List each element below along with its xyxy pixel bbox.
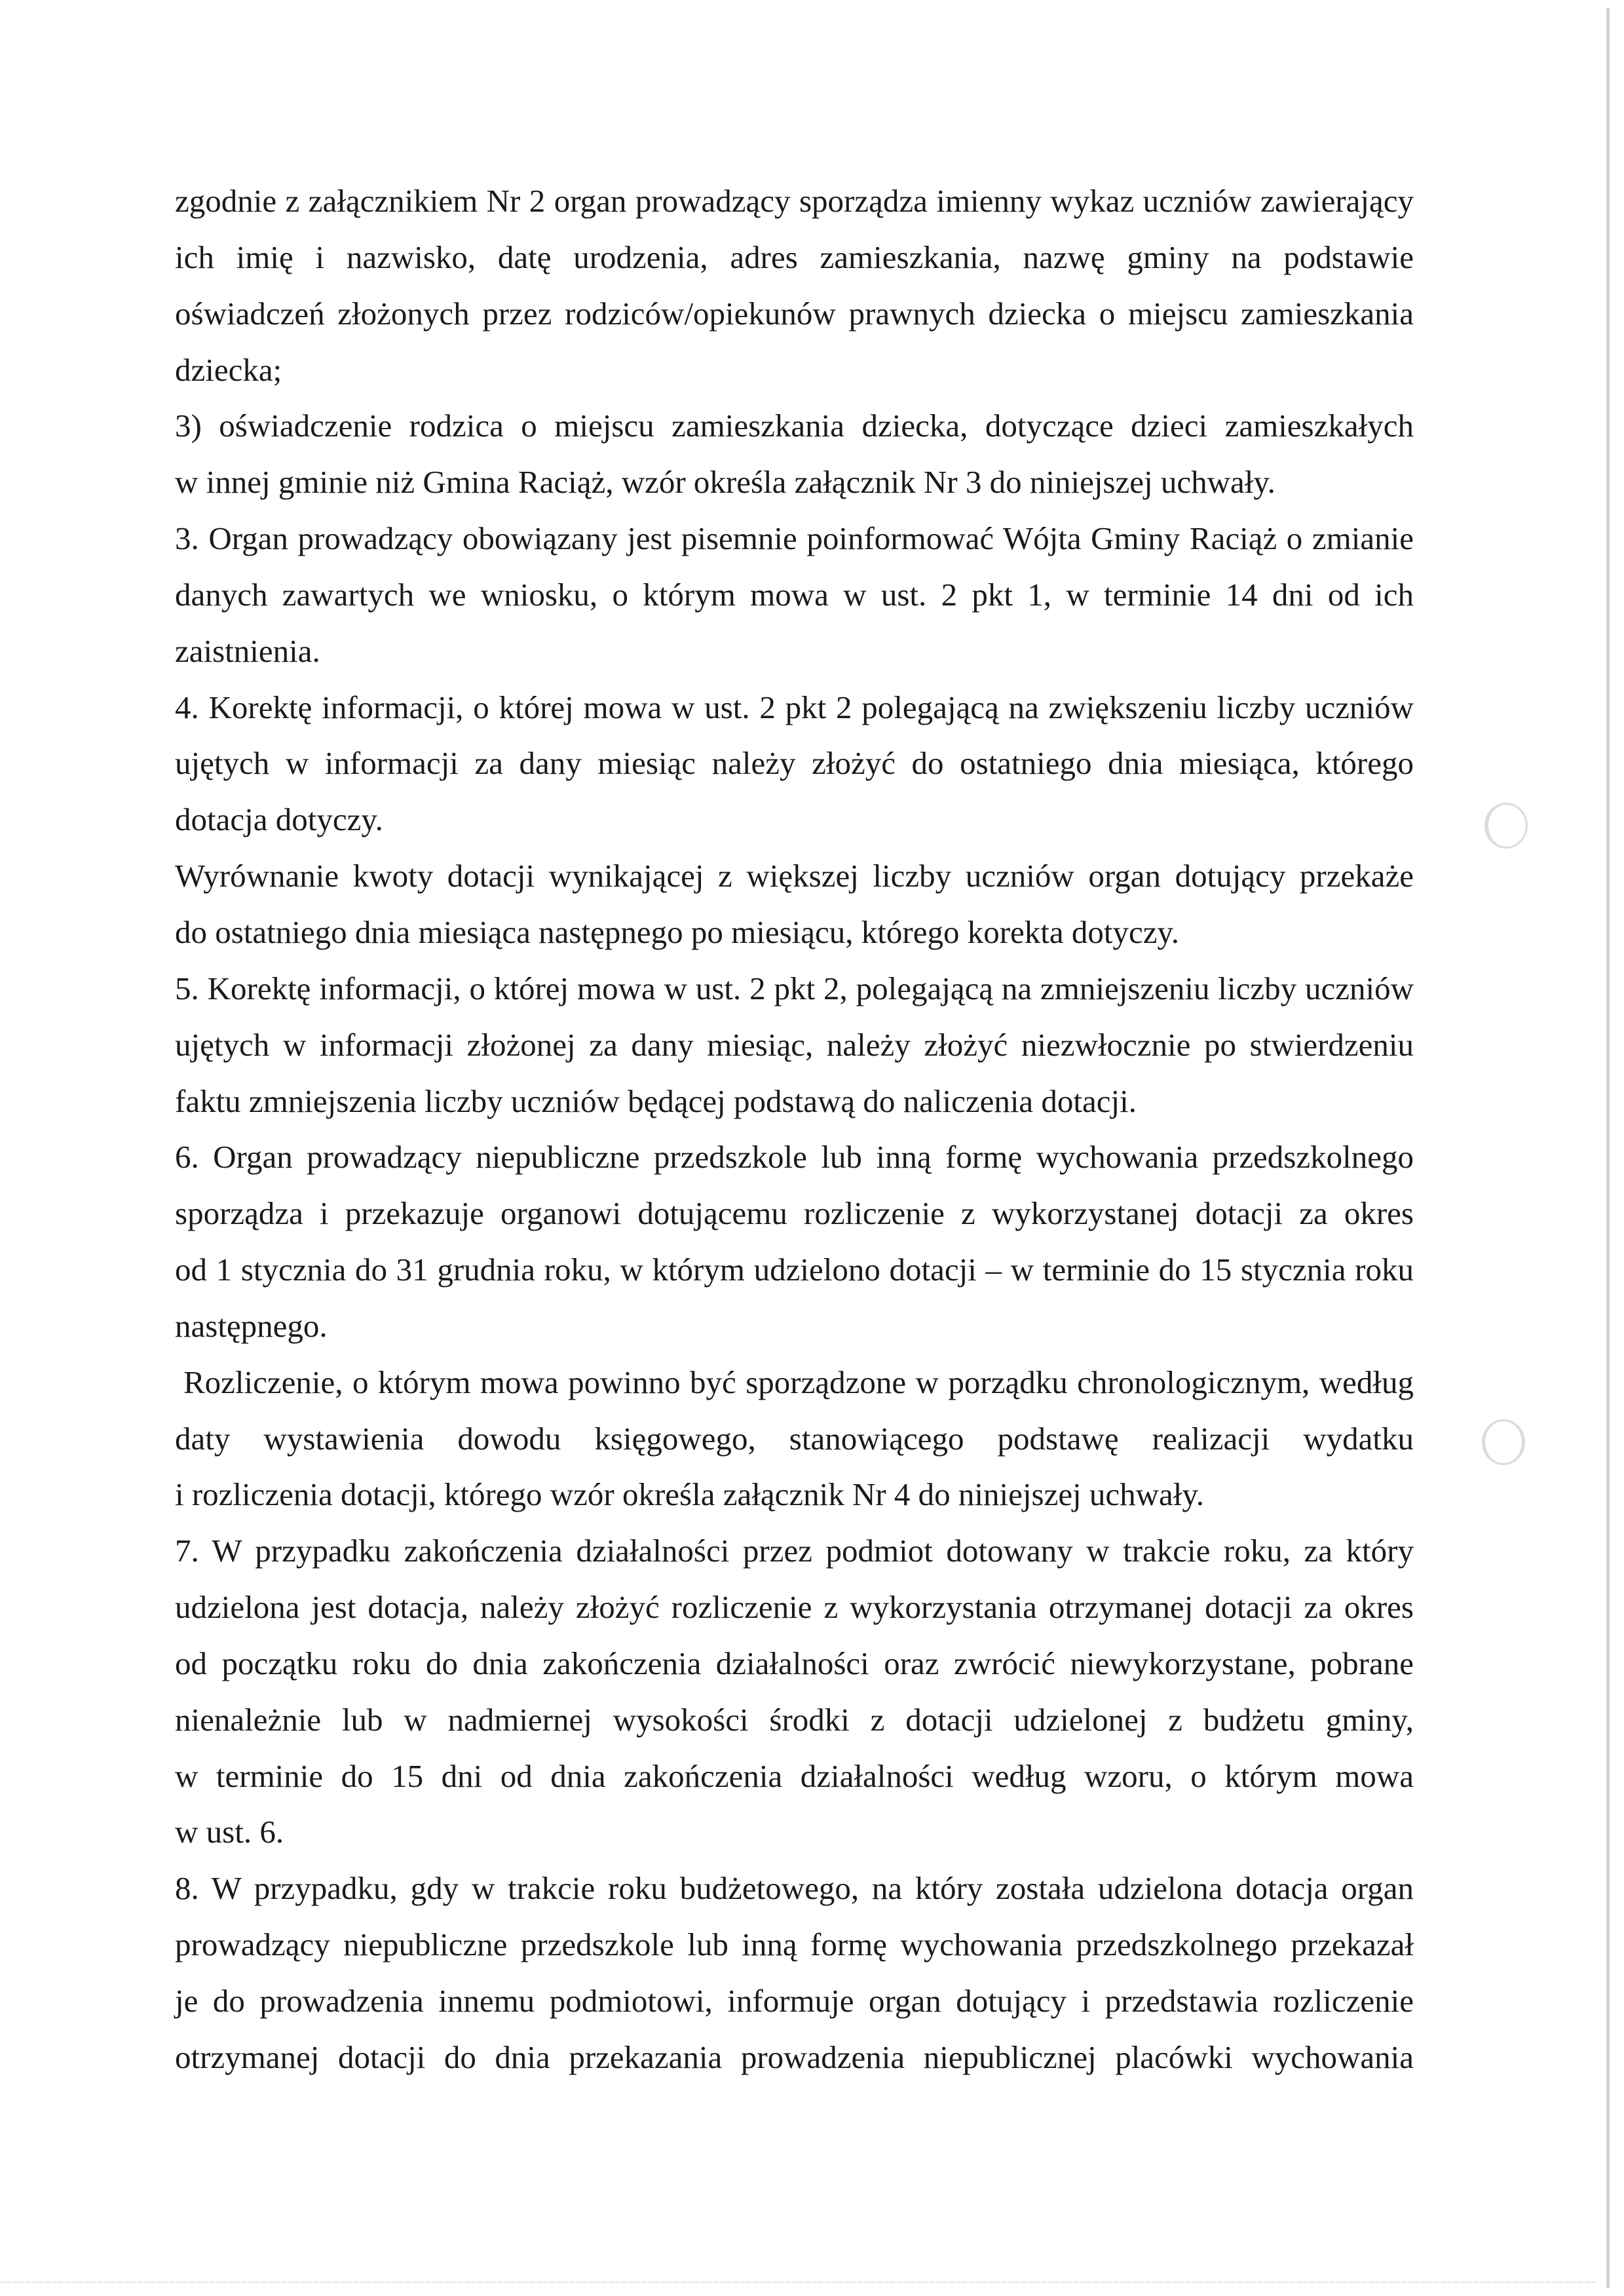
text-line: 4. Korektę informacji, o której mowa w ust. 2 pkt 2 polegającą na zwiększeniu liczby uczniów bbox=[175, 689, 1414, 725]
text-line: i rozliczenia dotacji, którego wzór określa załącznik Nr 4 do niniejszej uchwały. bbox=[175, 1476, 1204, 1513]
text-line: 8. W przypadku, gdy w trakcie roku budżetowego, na który została udzielona dotacja organ bbox=[175, 1870, 1414, 1907]
text-line: daty wystawienia dowodu księgowego, stanowiącego podstawę realizacji wydatku bbox=[175, 1420, 1414, 1457]
text-line: 7. W przypadku zakończenia działalności przez podmiot dotowany w trakcie roku, za który bbox=[175, 1533, 1414, 1569]
text-line: sporządza i przekazuje organowi dotującemu rozliczenie z wykorzystanej dotacji za okres bbox=[175, 1195, 1414, 1232]
text-line: faktu zmniejszenia liczby uczniów będącej podstawą do naliczenia dotacji. bbox=[175, 1082, 1137, 1119]
text-line: ujętych w informacji złożonej za dany miesiąc, należy złożyć niezwłocznie po stwierdzeniu bbox=[175, 1026, 1414, 1063]
text-line: 3) oświadczenie rodzica o miejscu zamieszkania dziecka, dotyczące dzieci zamieszkałych bbox=[175, 408, 1414, 444]
text-line: ich imię i nazwisko, datę urodzenia, adres zamieszkania, nazwę gminy na podstawie bbox=[175, 239, 1414, 275]
text-line: w innej gminie niż Gmina Raciąż, wzór określa załącznik Nr 3 do niniejszej uchwały. bbox=[175, 464, 1275, 501]
text-line: prowadzący niepubliczne przedszkole lub inną formę wychowania przedszkolnego przekazał bbox=[175, 1926, 1414, 1963]
text-line: w terminie do 15 dni od dnia zakończenia działalności według wzoru, o którym mowa bbox=[175, 1757, 1414, 1794]
scan-bottom-line bbox=[0, 2282, 1598, 2283]
text-line: następnego. bbox=[175, 1307, 328, 1344]
text-line: Wyrównanie kwoty dotacji wynikającej z większej liczby uczniów organ dotujący przekaże bbox=[175, 858, 1414, 894]
text-line: 5. Korektę informacji, o której mowa w ust. 2 pkt 2, polegającą na zmniejszeniu liczby uczniów bbox=[175, 970, 1414, 1006]
document-body bbox=[175, 173, 1414, 2086]
text-line: zgodnie z załącznikiem Nr 2 organ prowadzący sporządza imienny wykaz uczniów zawierający bbox=[175, 183, 1414, 219]
text-line: 3. Organ prowadzący obowiązany jest pisemnie poinformować Wójta Gminy Raciąż o zmianie bbox=[175, 520, 1414, 557]
text-line: danych zawartych we wniosku, o którym mowa w ust. 2 pkt 1, w terminie 14 dni od ich bbox=[175, 576, 1414, 613]
text-line: je do prowadzenia innemu podmiotowi, informuje organ dotujący i przedstawia rozliczenie bbox=[175, 1983, 1414, 2019]
text-line: Rozliczenie, o którym mowa powinno być sporządzone w porządku chronologicznym, według bbox=[183, 1364, 1414, 1400]
text-line: w ust. 6. bbox=[175, 1814, 284, 1850]
text-line: dotacja dotyczy. bbox=[175, 801, 383, 838]
text-line: otrzymanej dotacji do dnia przekazania prowadzenia niepublicznej placówki wychowania bbox=[175, 2038, 1414, 2075]
text-line: 6. Organ prowadzący niepubliczne przedszkole lub inną formę wychowania przedszkolnego bbox=[175, 1139, 1414, 1176]
text-line: do ostatniego dnia miesiąca następnego po miesiącu, którego korekta dotyczy. bbox=[175, 913, 1180, 950]
text-line: od początku roku do dnia zakończenia działalności oraz zwrócić niewykorzystane, pobrane bbox=[175, 1645, 1414, 1681]
text-line: udzielona jest dotacja, należy złożyć rozliczenie z wykorzystania otrzymanej dotacji za okres bbox=[175, 1589, 1414, 1626]
text-line: nienależnie lub w nadmiernej wysokości środki z dotacji udzielonej z budżetu gminy, bbox=[175, 1701, 1414, 1738]
text-line: od 1 stycznia do 31 grudnia roku, w którym udzielono dotacji – w terminie do 15 stycznia roku bbox=[175, 1252, 1414, 1288]
punch-hole-icon bbox=[1484, 803, 1528, 849]
text-line: dziecka; bbox=[175, 351, 282, 388]
scan-edge-line bbox=[1606, 8, 1610, 2288]
text-line: oświadczeń złożonych przez rodziców/opiekunów prawnych dziecka o miejscu zamieszkania bbox=[175, 295, 1414, 332]
punch-hole-icon bbox=[1482, 1419, 1525, 1465]
text-line: zaistnienia. bbox=[175, 632, 320, 669]
text-line: ujętych w informacji za dany miesiąc należy złożyć do ostatniego dnia miesiąca, którego bbox=[175, 745, 1414, 782]
